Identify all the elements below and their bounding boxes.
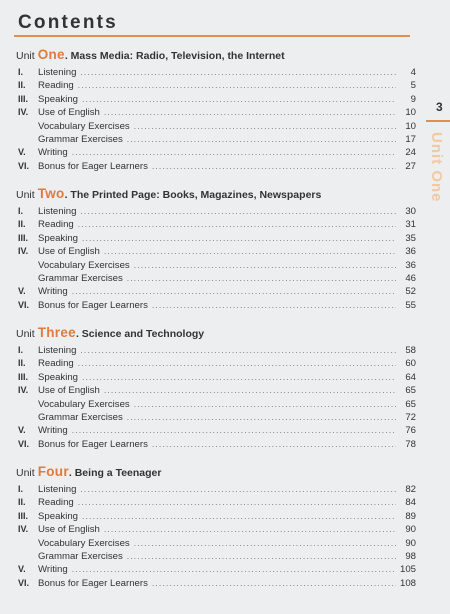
entry-page: 5 <box>410 80 416 92</box>
dot-leader <box>104 523 396 536</box>
unit-entries <box>16 344 416 451</box>
dot-leader <box>82 93 396 106</box>
entry-label: Speaking <box>38 510 79 522</box>
entry-page: 55 <box>405 299 416 311</box>
toc-entry[interactable] <box>16 120 416 133</box>
entry-label: Reading <box>38 219 74 231</box>
unit-header <box>16 47 416 63</box>
dot-leader <box>80 205 396 218</box>
toc-entry[interactable] <box>16 245 416 258</box>
entry-label: Listening <box>38 345 77 356</box>
entry-numeral: VI. <box>18 299 30 310</box>
entry-page: 9 <box>410 93 416 105</box>
dot-leader <box>72 146 396 159</box>
entry-label: Writing <box>38 286 68 298</box>
entry-page: 90 <box>405 537 416 549</box>
entry-label: Vocabulary Exercises <box>38 259 130 271</box>
entry-label: Speaking <box>38 93 79 105</box>
toc-entry[interactable] <box>16 285 416 298</box>
entry-page: 105 <box>399 564 416 576</box>
entry-label: Use of English <box>38 107 100 119</box>
entry-label: Grammar Exercises <box>38 411 123 423</box>
dot-leader <box>127 133 396 146</box>
unit-topic: . Mass Media: Radio, Television, the Internet <box>64 50 285 62</box>
entry-page: 89 <box>405 510 416 522</box>
entry-page: 60 <box>405 358 416 370</box>
entry-numeral: V. <box>18 147 26 158</box>
entry-page: 27 <box>405 160 416 172</box>
toc-entry[interactable] <box>16 424 416 437</box>
entry-numeral: V. <box>18 564 26 575</box>
toc-entry[interactable] <box>16 438 416 451</box>
toc-entry[interactable] <box>16 79 416 92</box>
entry-label: Use of English <box>38 246 100 258</box>
entry-numeral: V. <box>18 425 26 436</box>
entry-numeral: II. <box>18 497 26 508</box>
entry-label: Listening <box>38 484 77 495</box>
toc-entry[interactable] <box>16 411 416 424</box>
dot-leader <box>134 259 396 272</box>
unit-topic: . The Printed Page: Books, Magazines, Newspapers <box>64 189 322 201</box>
unit-word: Unit <box>16 328 35 340</box>
entry-page: 76 <box>405 425 416 437</box>
dot-leader <box>82 232 396 245</box>
entry-numeral: III. <box>18 510 29 521</box>
entry-page: 36 <box>405 259 416 271</box>
entry-label: Listening <box>38 206 77 217</box>
dot-leader <box>72 424 396 437</box>
entry-label: Reading <box>38 497 74 509</box>
entry-page: 4 <box>410 67 416 78</box>
entry-page: 82 <box>405 484 416 495</box>
entry-page: 52 <box>405 286 416 298</box>
toc-entry[interactable] <box>16 537 416 550</box>
unit-number: Four <box>37 464 69 479</box>
entry-numeral: I. <box>18 345 24 355</box>
toc-entry[interactable] <box>16 550 416 563</box>
entry-label: Writing <box>38 147 68 159</box>
entry-label: Writing <box>38 564 68 576</box>
unit-section-one <box>16 47 416 173</box>
entry-numeral: III. <box>18 93 29 104</box>
toc-entry[interactable] <box>16 146 416 159</box>
side-rule <box>426 120 450 122</box>
entry-numeral: IV. <box>18 524 29 535</box>
unit-section-two <box>16 186 416 312</box>
entry-numeral: IV. <box>18 107 29 118</box>
entry-label: Bonus for Eager Learners <box>38 299 148 311</box>
unit-entries <box>16 66 416 173</box>
entry-page: 78 <box>405 438 416 450</box>
entry-label: Reading <box>38 358 74 370</box>
dot-leader <box>82 371 396 384</box>
entry-numeral: VI. <box>18 438 30 449</box>
dot-leader <box>78 357 396 370</box>
dot-leader <box>127 411 396 424</box>
toc-entry[interactable] <box>16 496 416 509</box>
entry-numeral: II. <box>18 358 26 369</box>
toc-entry[interactable] <box>16 259 416 272</box>
toc-entry[interactable] <box>16 299 416 312</box>
toc-entry[interactable] <box>16 160 416 173</box>
dot-leader <box>152 577 396 590</box>
entry-numeral: II. <box>18 219 26 230</box>
entry-page: 17 <box>405 133 416 145</box>
dot-leader <box>82 510 396 523</box>
entry-numeral: III. <box>18 371 29 382</box>
dot-leader <box>152 160 396 173</box>
dot-leader <box>80 66 396 79</box>
entry-page: 46 <box>405 272 416 284</box>
entry-label: Bonus for Eager Learners <box>38 438 148 450</box>
dot-leader <box>104 106 396 119</box>
page-number: 3 <box>436 100 443 114</box>
dot-leader <box>152 438 396 451</box>
entry-label: Grammar Exercises <box>38 133 123 145</box>
entry-label: Grammar Exercises <box>38 272 123 284</box>
entry-page: 31 <box>405 219 416 231</box>
unit-number: One <box>37 47 65 62</box>
unit-number: Three <box>37 325 76 340</box>
toc-entry[interactable] <box>16 483 416 496</box>
unit-header <box>16 464 416 480</box>
dot-leader <box>72 563 396 576</box>
entry-page: 10 <box>405 120 416 132</box>
entry-page: 98 <box>405 550 416 562</box>
entry-page: 84 <box>405 497 416 509</box>
unit-topic: . Being a Teenager <box>68 467 162 479</box>
entry-numeral: I. <box>18 67 24 77</box>
unit-word: Unit <box>16 189 35 201</box>
toc-entry[interactable] <box>16 344 416 357</box>
toc-entry[interactable] <box>16 106 416 119</box>
entry-label: Speaking <box>38 371 79 383</box>
toc-entry[interactable] <box>16 66 416 79</box>
entry-page: 90 <box>405 524 416 536</box>
dot-leader <box>72 285 396 298</box>
entry-numeral: IV. <box>18 385 29 396</box>
entry-label: Grammar Exercises <box>38 550 123 562</box>
entry-label: Vocabulary Exercises <box>38 120 130 132</box>
entry-page: 24 <box>405 147 416 159</box>
entry-label: Vocabulary Exercises <box>38 537 130 549</box>
entry-numeral: I. <box>18 484 24 494</box>
toc-entry[interactable] <box>16 133 416 146</box>
dot-leader <box>104 245 396 258</box>
dot-leader <box>80 483 396 496</box>
entry-label: Reading <box>38 80 74 92</box>
unit-entries <box>16 483 416 590</box>
entry-label: Listening <box>38 67 77 78</box>
dot-leader <box>134 120 396 133</box>
entry-label: Writing <box>38 425 68 437</box>
toc-entry[interactable] <box>16 398 416 411</box>
toc-entry[interactable] <box>16 563 416 576</box>
entry-numeral: I. <box>18 206 24 216</box>
entry-label: Bonus for Eager Learners <box>38 577 148 589</box>
toc-entry[interactable] <box>16 577 416 590</box>
entry-label: Speaking <box>38 232 79 244</box>
entry-page: 58 <box>405 345 416 356</box>
dot-leader <box>127 550 396 563</box>
entry-page: 30 <box>405 206 416 217</box>
toc-entry[interactable] <box>16 232 416 245</box>
entry-page: 35 <box>405 232 416 244</box>
entry-numeral: V. <box>18 286 26 297</box>
dot-leader <box>134 398 396 411</box>
dot-leader <box>80 344 396 357</box>
entry-label: Vocabulary Exercises <box>38 398 130 410</box>
entry-numeral: II. <box>18 80 26 91</box>
unit-number: Two <box>37 186 65 201</box>
entry-label: Use of English <box>38 385 100 397</box>
toc-entry[interactable] <box>16 523 416 536</box>
entry-label: Bonus for Eager Learners <box>38 160 148 172</box>
unit-header <box>16 325 416 341</box>
toc-entry[interactable] <box>16 205 416 218</box>
entry-page: 108 <box>399 577 416 589</box>
toc-entry[interactable] <box>16 357 416 370</box>
unit-topic: . Science and Technology <box>75 328 205 340</box>
unit-header <box>16 186 416 202</box>
entry-numeral: III. <box>18 232 29 243</box>
entry-label: Use of English <box>38 524 100 536</box>
page-title: Contents <box>18 12 118 33</box>
toc-entry[interactable] <box>16 384 416 397</box>
entry-numeral: VI. <box>18 577 30 588</box>
dot-leader <box>78 496 396 509</box>
unit-section-four <box>16 464 416 590</box>
dot-leader <box>134 537 396 550</box>
entry-page: 65 <box>405 385 416 397</box>
toc-entry[interactable] <box>16 371 416 384</box>
dot-leader <box>78 218 396 231</box>
side-tab-label: Unit One <box>428 132 445 203</box>
toc-entry[interactable] <box>16 93 416 106</box>
dot-leader <box>152 299 396 312</box>
entry-numeral: VI. <box>18 160 30 171</box>
toc-entry[interactable] <box>16 510 416 523</box>
toc-entry[interactable] <box>16 218 416 231</box>
unit-word: Unit <box>16 50 35 62</box>
toc-entry[interactable] <box>16 272 416 285</box>
entry-page: 36 <box>405 246 416 258</box>
dot-leader <box>104 384 396 397</box>
title-rule <box>14 35 410 37</box>
entry-page: 72 <box>405 411 416 423</box>
dot-leader <box>127 272 396 285</box>
entry-page: 64 <box>405 371 416 383</box>
unit-entries <box>16 205 416 312</box>
unit-word: Unit <box>16 467 35 479</box>
entry-page: 65 <box>405 398 416 410</box>
unit-section-three <box>16 325 416 451</box>
entry-page: 10 <box>405 107 416 119</box>
entry-numeral: IV. <box>18 246 29 257</box>
dot-leader <box>78 79 396 92</box>
